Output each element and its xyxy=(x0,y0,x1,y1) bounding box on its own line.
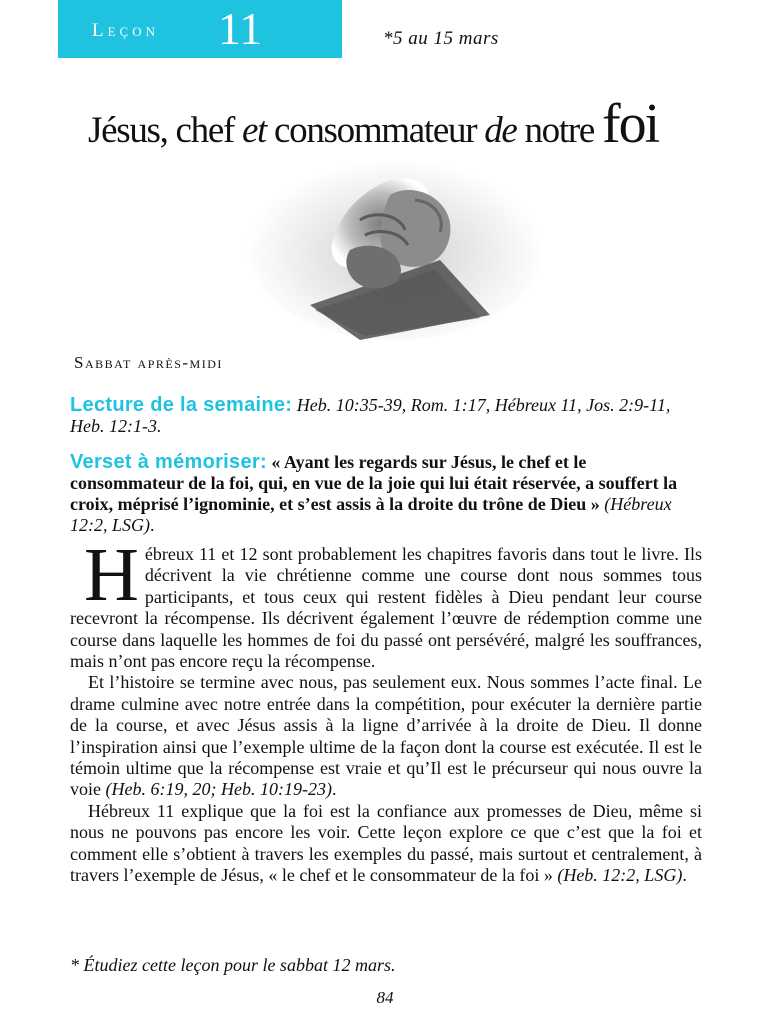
title-part: foi xyxy=(601,93,659,155)
scripture-ref: (Heb. 12:2, LSG) xyxy=(557,865,683,886)
title-part: notre xyxy=(516,110,602,151)
memory-verse-ref: (Hébreux 12:2, LSG) xyxy=(70,494,672,535)
memory-verse-end: . xyxy=(150,515,155,535)
lesson-number: 11 xyxy=(218,3,263,54)
paragraph xyxy=(70,533,702,672)
lesson-header-tab xyxy=(58,0,342,58)
paragraph-text: ébreux 11 et 12 sont probablement les chapitres favoris dans tout le livre. Ils décrivent la vie chrétienne comme une course dont nous sommes tous participants, et tous ceux qui restent fidèles à Dieu pendant leur course recevront la récompense. Ils décrivent également l’œuvre de rédemption comme une course dans laquelle les hommes de foi du passé ont persévéré, malgré les souffrances, mais n’ont pas encore reçu la récompense. xyxy=(70,544,702,672)
section-heading: Sabbat après-midi xyxy=(74,353,223,372)
page-number: 84 xyxy=(376,988,394,1007)
memory-verse-label: Verset à mémoriser: xyxy=(70,451,267,473)
lesson-introduction xyxy=(70,533,702,887)
paragraph-end: . xyxy=(331,779,337,800)
title-part: Jésus, chef xyxy=(88,110,242,151)
paragraph xyxy=(70,801,702,887)
drop-cap: H xyxy=(84,533,139,617)
title-part: consommateur xyxy=(266,110,485,151)
paragraph-text: Hébreux 11 explique que la foi est la confiance aux promesses de Dieu, même si nous ne pouvons pas encore les voir. Cette leçon explore ce que c’est que la foi et comment elle s’obtient à travers les exemples du passé, mais surtout et centralement, à travers l’exemple de Jésus, « le chef et le consommateur de la foi » xyxy=(70,800,702,886)
title-part: de xyxy=(484,110,517,151)
title-part: et xyxy=(241,110,267,151)
memory-verse xyxy=(70,452,702,536)
memory-verse-quote: « Ayant les regards sur Jésus, le chef et le consommateur de la foi, qui, en vue de la joie qui lui était réservée, a souffert la croix, méprisé l’ignominie, et s’est assis à la droite du trône de Dieu » xyxy=(70,452,678,514)
weekly-reading-refs: Heb. 10:35-39, Rom. 1:17, Hébreux 11, Jos. 2:9-11, Heb. 12:1-3. xyxy=(70,395,671,436)
scripture-ref: (Heb. 6:19, 20; Heb. 10:19-23) xyxy=(105,779,332,800)
lesson-date-range: *5 au 15 mars xyxy=(383,28,499,49)
weekly-reading-label: Lecture de la semaine: xyxy=(70,394,293,416)
paragraph xyxy=(70,672,702,800)
lesson-word: Leçon xyxy=(92,20,159,41)
paragraph-end: . xyxy=(682,865,687,886)
paragraph-text: Et l’histoire se termine avec nous, pas seulement eux. Nous sommes l’acte final. Le drame culmine avec notre entrée dans la compétition, pour exécuter la dernière partie de la course, et avec Jésus assis à la ligne d’arrivée à la droite de Dieu. Il donne l’inspiration ainsi que l’exemple ultime de la façon dont la course est exécutée. Il est le témoin ultime que la récompense est vraie et qu’Il est le précurseur qui nous ouvre la voie xyxy=(70,672,702,800)
study-footnote: * Étudiez cette leçon pour le sabbat 12 mars. xyxy=(70,955,396,975)
praying-hands-on-bible-icon xyxy=(240,140,550,340)
weekly-reading xyxy=(70,395,702,437)
